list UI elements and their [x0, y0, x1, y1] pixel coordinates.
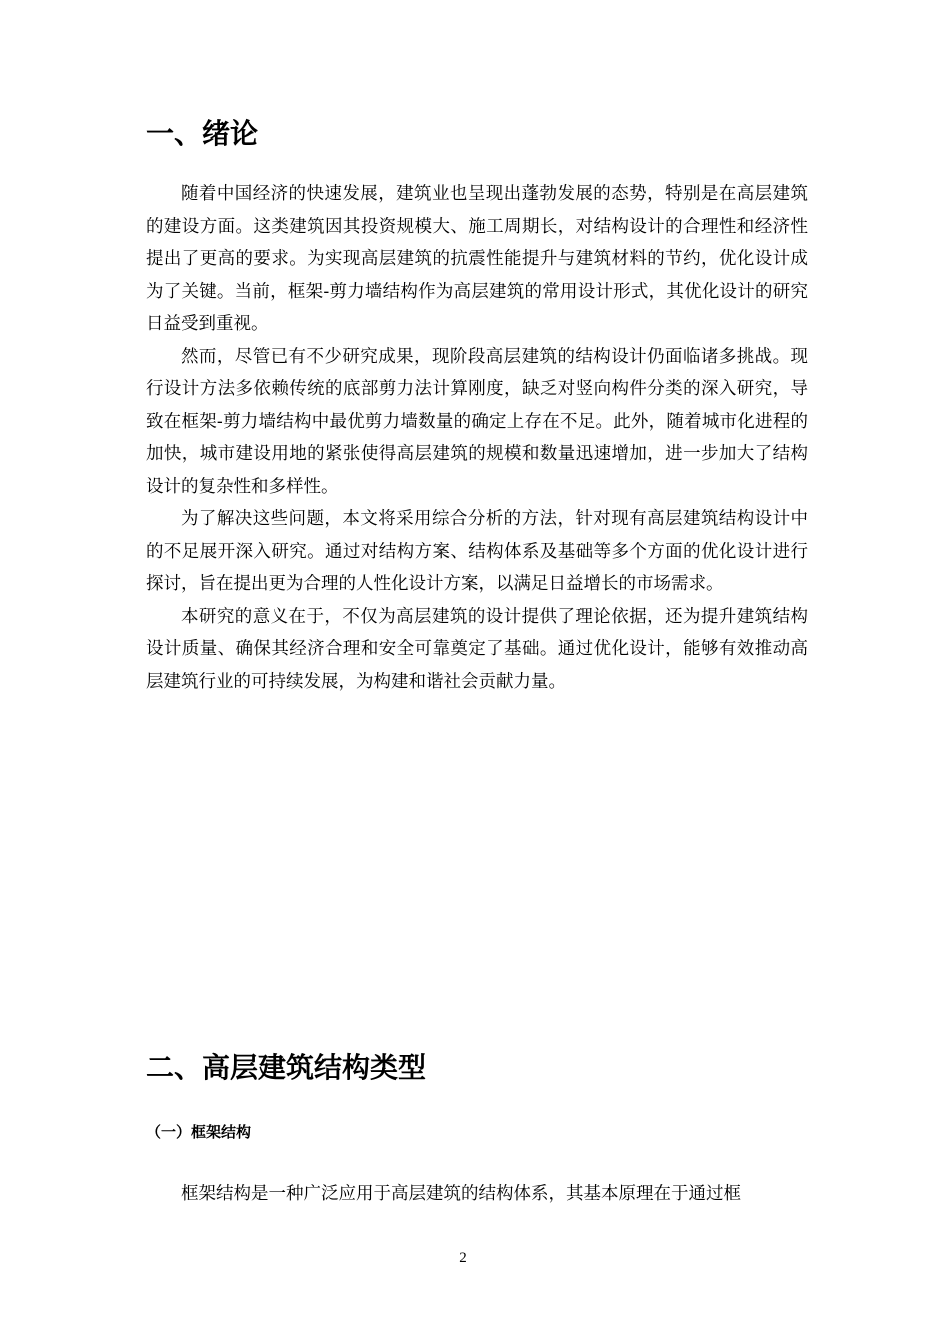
- section-heading-introduction: 一、绪论: [146, 117, 259, 150]
- section-heading-building-structure-types: 二、高层建筑结构类型: [146, 1051, 427, 1084]
- paragraph: 为了解决这些问题，本文将采用综合分析的方法，针对现有高层建筑结构设计中的不足展开深入研究。通过对结构方案、结构体系及基础等多个方面的优化设计进行探讨，旨在提出更为合理的人性化设计方案，以满足日益增长的市场需求。: [146, 509, 808, 594]
- page-number: [0, 1248, 950, 1268]
- introduction-body: [146, 178, 808, 698]
- paragraph: 框架结构是一种广泛应用于高层建筑的结构体系，其基本原理在于通过框: [181, 1184, 741, 1204]
- paragraph: 然而，尽管已有不少研究成果，现阶段高层建筑的结构设计仍面临诸多挑战。现行设计方法多依赖传统的底部剪力法计算刚度，缺乏对竖向构件分类的深入研究，导致在框架-剪力墙结构中最优剪力墙数量的确定上存在不足。此外，随着城市化进程的加快，城市建设用地的紧张使得高层建筑的规模和数量迅速增加，进一步加大了结构设计的复杂性和多样性。: [146, 346, 808, 497]
- page-number-text: 2: [459, 1250, 467, 1266]
- subsection-heading-frame-structure: （一）框架结构: [146, 1123, 252, 1141]
- paragraph: 本研究的意义在于，不仅为高层建筑的设计提供了理论依据，还为提升建筑结构设计质量、确保其经济合理和安全可靠奠定了基础。通过优化设计，能够有效推动高层建筑行业的可持续发展，为构建和谐社会贡献力量。: [146, 606, 808, 692]
- paragraph: 随着中国经济的快速发展，建筑业也呈现出蓬勃发展的态势，特别是在高层建筑的建设方面。这类建筑因其投资规模大、施工周期长，对结构设计的合理性和经济性提出了更高的要求。为实现高层建筑的抗震性能提升与建筑材料的节约，优化设计成为了关键。当前，框架-剪力墙结构作为高层建筑的常用设计形式，其优化设计的研究日益受到重视。: [146, 184, 808, 334]
